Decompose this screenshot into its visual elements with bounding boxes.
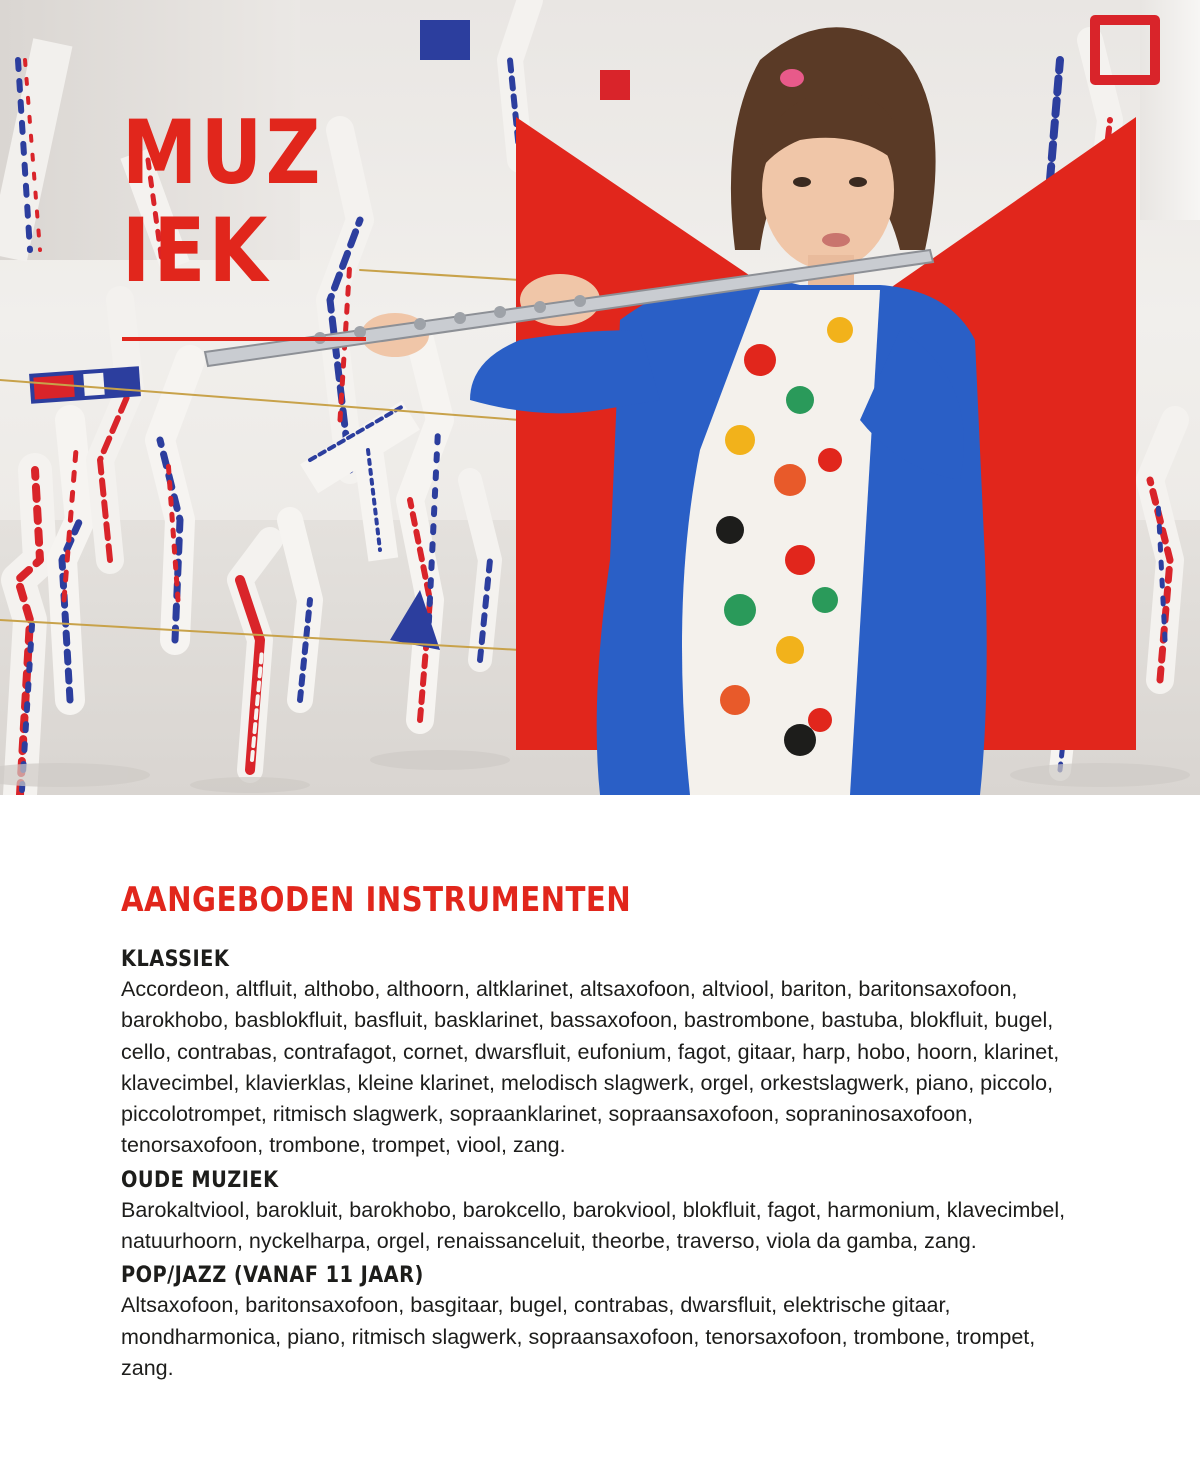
section-pop-jazz — [121, 1262, 1081, 1384]
section-oude-muziek — [121, 1167, 1081, 1258]
page-title — [122, 101, 324, 302]
title-line-2: IEK — [122, 199, 271, 302]
section-text: Accordeon, altfluit, althobo, althoorn, altklarinet, altsaxofoon, altviool, bariton, baritonsaxofoon, barokhobo, basblokfluit, basfluit, basklarinet, bassaxofoon, bastrombone, bastuba, blokfluit, bugel, cello, contrabas, contrafagot, cornet, dwarsfluit, eufonium, fagot, gitaar, harp, hobo, hoorn, klarinet, klavecimbel, klavierklas, kleine klarinet, melodisch slagwerk, orgel, orkestslagwerk, piano, piccolo, piccolotrompet, ritmisch slagwerk, sopraanklarinet, sopraansaxofoon, sopraninosaxofoon, tenorsaxofoon, trombone, trompet, viool, zang. — [121, 977, 1060, 1158]
instruments-heading: AANGEBODEN INSTRUMENTEN — [121, 880, 632, 920]
section-text: Barokaltviool, barokluit, barokhobo, barokcello, barokviool, blokfluit, fagot, harmonium, klavecimbel, natuurhoorn, nyckelharpa, orgel, renaissanceluit, theorbe, traverso, viola da gamba, zang. — [121, 1197, 1066, 1254]
section-text: Altsaxofoon, baritonsaxofoon, basgitaar, bugel, contrabas, dwarsfluit, elektrische gitaar, mondharmonica, piano, ritmisch slagwerk, sopraansaxofoon, tenorsaxofoon, trombone, trompet, zang. — [121, 1293, 1036, 1380]
instruments-section — [121, 880, 1081, 1389]
section-title: POP/JAZZ (VANAF 11 JAAR) — [121, 1263, 424, 1289]
title-line-1: MUZ — [122, 101, 324, 204]
section-title: KLASSIEK — [121, 947, 230, 972]
title-underline — [122, 337, 366, 341]
section-klassiek — [121, 946, 1081, 1162]
section-title: OUDE MUZIEK — [121, 1167, 279, 1193]
